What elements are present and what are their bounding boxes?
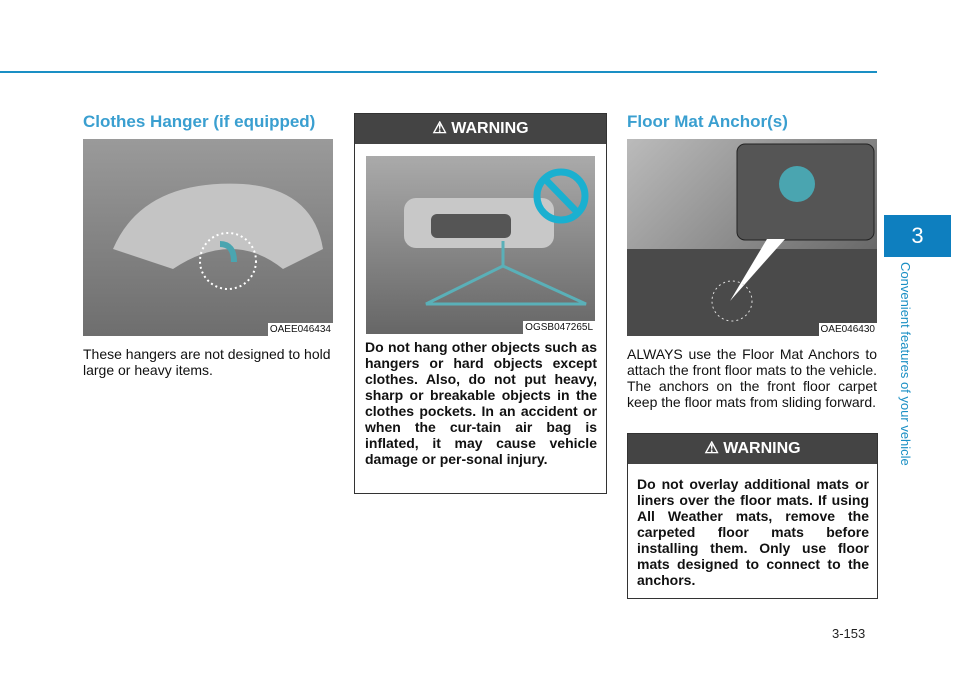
image-code: OGSB047265L	[525, 322, 593, 333]
clothes-hanger-image	[83, 139, 333, 336]
image-code: OAEE046434	[269, 324, 331, 335]
warning-text: Do not overlay additional mats or liners over the floor mats. If using All Weather mats, remove the carpeted floor mats before installing them. Only use floor mats designed to connect to the anchors.	[637, 476, 869, 588]
warning-box-floor-mat	[627, 433, 878, 599]
warning-text: Do not hang other objects such as hangers or hard objects except clothes. Also, do not put heavy, sharp or breakable objects in the clothes pockets. In an accident or when the cur-tain air bag is inflated, it may cause vehicle damage or per-sonal injury.	[365, 339, 597, 467]
floor-mat-anchor-image	[627, 139, 877, 336]
clothes-hanger-text: These hangers are not designed to hold large or heavy items.	[83, 346, 331, 378]
header-rule	[0, 71, 877, 73]
floor-mat-illustration	[627, 139, 877, 336]
warning-header	[628, 434, 877, 464]
floor-mat-anchor-heading: Floor Mat Anchor(s)	[627, 112, 788, 131]
page-number: 3-153	[832, 626, 866, 641]
prohibited-hanger-illustration	[366, 156, 595, 334]
chapter-tab: 3	[884, 215, 951, 257]
chapter-title: Convenient features of your vehicle	[898, 262, 913, 466]
warning-box-hanger	[354, 113, 607, 494]
warning-triangle-icon: ⚠	[432, 120, 452, 137]
hanger-warning-image	[366, 156, 595, 334]
hanger-illustration	[83, 139, 333, 336]
warning-label: WARNING	[723, 440, 801, 457]
warning-label: WARNING	[451, 120, 529, 137]
warning-header	[355, 114, 606, 144]
image-code: OAE046430	[820, 324, 875, 335]
warning-triangle-icon: ⚠	[704, 440, 724, 457]
clothes-hanger-heading: Clothes Hanger (if equipped)	[83, 112, 316, 131]
floor-mat-anchor-text: ALWAYS use the Floor Mat Anchors to attach the front floor mats to the vehicle. The anchors on the front floor carpet keep the floor mats from sliding forward.	[627, 346, 877, 410]
